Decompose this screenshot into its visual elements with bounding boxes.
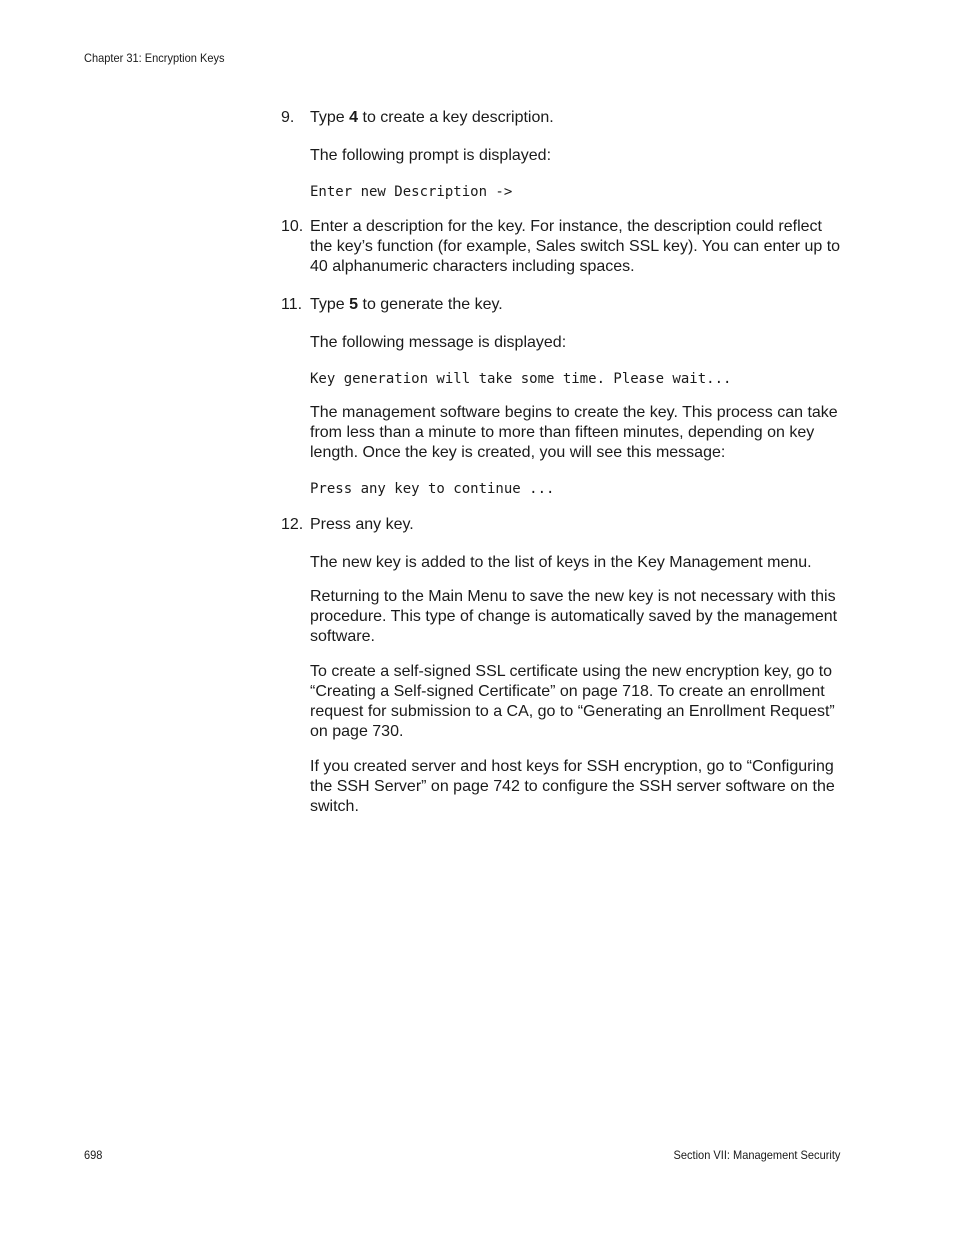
step-9-text [310,108,845,128]
step-11-code: Key generation will take some time. Please wait... [310,371,732,387]
page-number: 698 [84,1148,103,1162]
step-12-paragraph: If you created server and host keys for SSH encryption, go to “Configuring the SSH Server” on page 742 to configure the SSH server software on the switch. [310,758,835,815]
step-12-paragraph: Returning to the Main Menu to save the new key is not necessary with this procedure. This type of change is automatically saved by the management software. [310,588,838,645]
step-9-text-after: to create a key description. [358,109,554,126]
step-9-key: 4 [349,109,359,126]
step-11-key: 5 [349,296,359,313]
step-11-text-before: Type [310,296,350,313]
step-11-note2: The management software begins to create the key. This process can take from less than a minute to more than fifteen minutes, depending on key length. Once the key is created, you will see this message: [310,404,838,461]
step-11-code2: Press any key to continue ... [310,481,555,497]
step-10-number: 10. [281,218,304,235]
step-12-paragraph: The new key is added to the list of keys in the Key Management menu. [310,554,812,571]
step-9-code: Enter new Description -> [310,184,513,200]
running-footer-section: Section VII: Management Security [673,1148,840,1162]
step-12-paragraph: To create a self-signed SSL certificate using the new encryption key, go to “Creating a Self-signed Certificate” on page 718. To create an enrollment request for submission to a CA, go to “Generating an Enrollment Request” on page 730. [310,663,835,740]
step-11-text [310,295,845,315]
step-9-number: 9. [281,109,295,126]
step-9-note: The following prompt is displayed: [310,147,552,164]
step-11-number: 11. [281,296,303,313]
step-9-text-before: Type [310,109,350,126]
running-header: Chapter 31: Encryption Keys [84,51,225,65]
step-11-text-after: to generate the key. [358,296,503,313]
step-11-note: The following message is displayed: [310,334,567,351]
step-12-text: Press any key. [310,516,414,533]
step-12-number: 12. [281,516,304,533]
step-10-text: Enter a description for the key. For instance, the description could reflect the key’s function (for example, Sales switch SSL key). You can enter up to 40 alphanumeric characters including spaces. [310,218,841,275]
